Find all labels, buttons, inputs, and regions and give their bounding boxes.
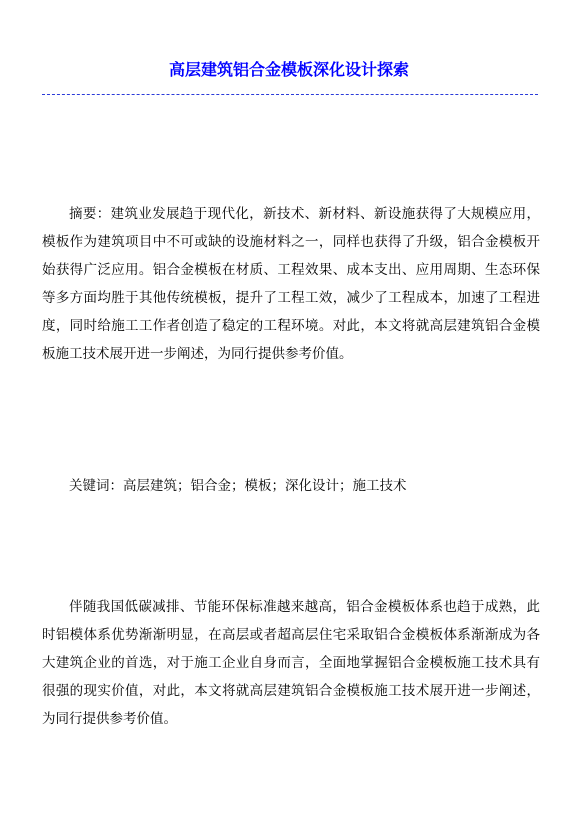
title-divider (42, 94, 538, 95)
intro-paragraph: 伴随我国低碳减排、节能环保标准越来越高，铝合金模板体系也趋于成熟，此时铝模体系优势渐渐明显，在高层或者超高层住宅采取铝合金模板体系渐渐成为各大建筑企业的首选，对于施工企业自身而言，全面地掌握铝合金模板施工技术具有很强的现实价值，对此，本文将就高层建筑铝合金模板施工技术展开进一步阐述，为同行提供参考价值。 (42, 599, 540, 727)
abstract-paragraph: 摘要：建筑业发展趋于现代化，新技术、新材料、新设施获得了大规模应用，模板作为建筑项目中不可或缺的设施材料之一，同样也获得了升级，铝合金模板开始获得广泛应用。铝合金模板在材质、工程效果、成本支出、应用周期、生态环保等多方面均胜于其他传统模板，提升了工程工效，减少了工程成本，加速了工程进度，同时给施工工作者创造了稳定的工程环境。对此，本文将就高层建筑铝合金模板施工技术展开进一步阐述，为同行提供参考价值。 (42, 206, 540, 362)
document-title: 高层建筑铝合金模板深化设计探索 (168, 60, 409, 79)
keywords-paragraph: 关键词：高层建筑；铝合金；模板；深化设计；施工技术 (69, 478, 407, 494)
